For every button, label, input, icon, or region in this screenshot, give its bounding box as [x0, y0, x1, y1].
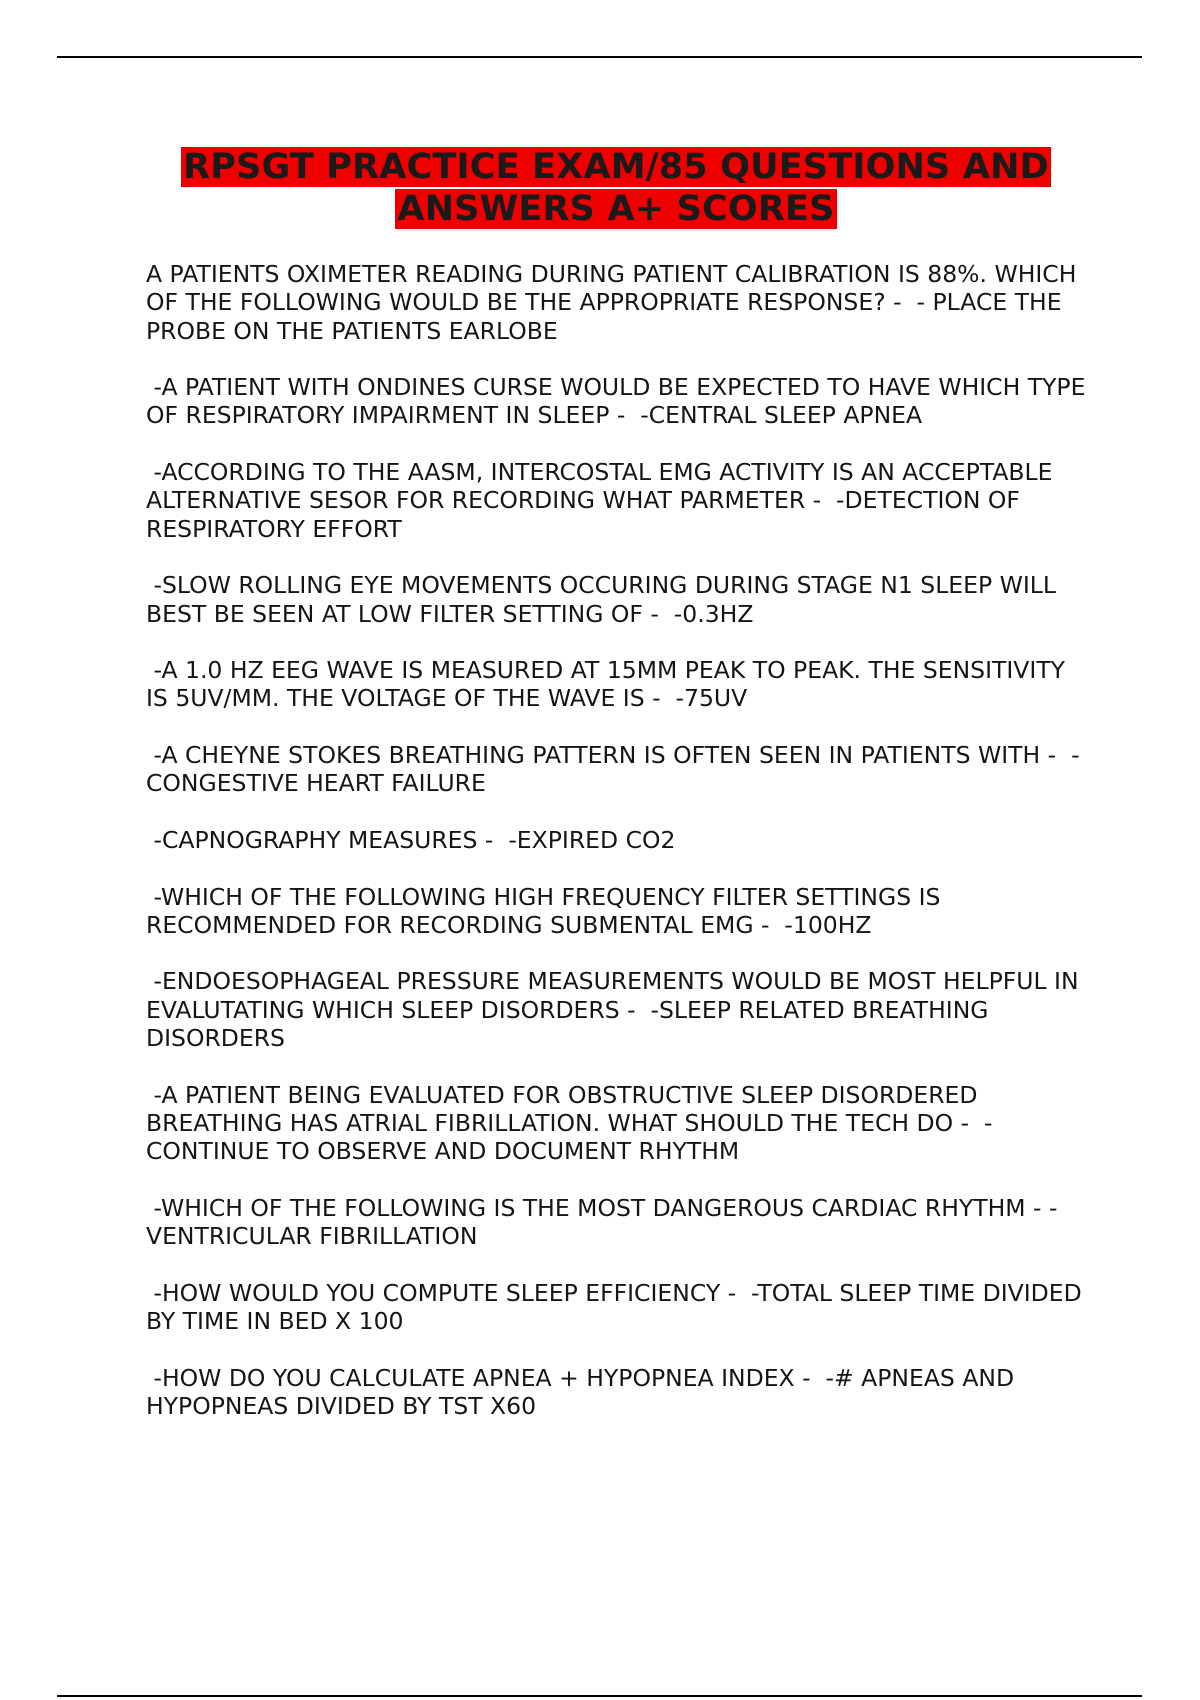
question-item: -CAPNOGRAPHY MEASURES - -EXPIRED CO2 [146, 825, 676, 854]
document-title: RPSGT PRACTICE EXAM/85 QUESTIONS AND ANSWERS A+ SCORES [183, 147, 1049, 229]
question-item: -HOW WOULD YOU COMPUTE SLEEP EFFICIENCY - -TOTAL SLEEP TIME DIVIDED BY TIME IN BED X 100 [146, 1278, 1090, 1335]
question-item: A PATIENTS OXIMETER READING DURING PATIENT CALIBRATION IS 88%. WHICH OF THE FOLLOWING WOULD BE THE APPROPRIATE RESPONSE? - - PLACE THE PROBE ON THE PATIENTS EARLOBE [146, 260, 1084, 345]
question-item: -SLOW ROLLING EYE MOVEMENTS OCCURING DURING STAGE N1 SLEEP WILL BEST BE SEEN AT LOW FILTER SETTING OF - -0.3HZ [146, 571, 1064, 628]
question-item: -A PATIENT WITH ONDINES CURSE WOULD BE EXPECTED TO HAVE WHICH TYPE OF RESPIRATORY IMPAIRMENT IN SLEEP - -CENTRAL SLEEP APNEA [146, 373, 1093, 430]
question-item: -WHICH OF THE FOLLOWING HIGH FREQUENCY FILTER SETTINGS IS RECOMMENDED FOR RECORDING SUBMENTAL EMG - -100HZ [146, 882, 948, 939]
question-item: -ENDOESOPHAGEAL PRESSURE MEASUREMENTS WOULD BE MOST HELPFUL IN EVALUTATING WHICH SLEEP DISORDERS - -SLEEP RELATED BREATHING DISORDERS [146, 967, 1087, 1053]
question-item: -A CHEYNE STOKES BREATHING PATTERN IS OFTEN SEEN IN PATIENTS WITH - -CONGESTIVE HEART FAILURE [146, 741, 1080, 798]
question-item: -A PATIENT BEING EVALUATED FOR OBSTRUCTIVE SLEEP DISORDERED BREATHING HAS ATRIAL FIBRILLATION. WHAT SHOULD THE TECH DO - - CONTINUE TO OBSERVE AND DOCUMENT RHYTHM [146, 1080, 1000, 1166]
question-item: -WHICH OF THE FOLLOWING IS THE MOST DANGEROUS CARDIAC RHYTHM - -VENTRICULAR FIBRILLATION [146, 1193, 1058, 1251]
question-list [146, 260, 1093, 1420]
question-item: -A 1.0 HZ EEG WAVE IS MEASURED AT 15MM PEAK TO PEAK. THE SENSITIVITY IS 5UV/MM. THE VOLTAGE OF THE WAVE IS - -75UV [146, 656, 1073, 713]
question-item: -HOW DO YOU CALCULATE APNEA + HYPOPNEA INDEX - -# APNEAS AND HYPOPNEAS DIVIDED BY TST X60 [146, 1363, 1022, 1420]
question-item: -ACCORDING TO THE AASM, INTERCOSTAL EMG ACTIVITY IS AN ACCEPTABLE ALTERNATIVE SESOR FOR RECORDING WHAT PARMETER - -DETECTION OF RESPIRATORY EFFORT [146, 458, 1060, 543]
page-content [146, 146, 1093, 1448]
top-rule [57, 56, 1142, 58]
bottom-rule [57, 1695, 1142, 1697]
title-block [146, 146, 1086, 230]
